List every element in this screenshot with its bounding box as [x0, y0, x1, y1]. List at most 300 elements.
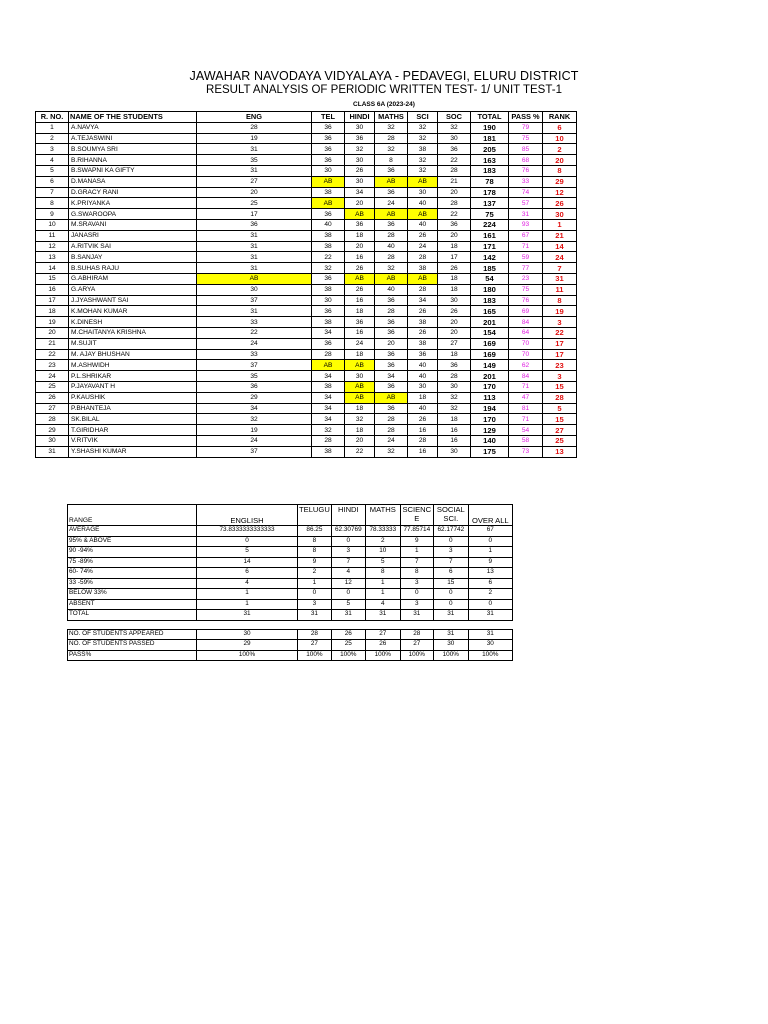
mark-cell: 16 — [345, 327, 375, 338]
mark-cell: 36 — [312, 133, 345, 144]
analysis-value-cell: 30 — [433, 640, 468, 651]
total-cell: 190 — [471, 122, 509, 133]
total-cell: 129 — [471, 425, 509, 436]
pass-pct-cell: 75 — [509, 284, 543, 295]
analysis-value-cell: 31 — [331, 610, 365, 621]
mark-cell: 36 — [438, 360, 471, 371]
roll-no-cell: 4 — [36, 155, 69, 166]
mark-cell: 30 — [408, 381, 438, 392]
student-name-cell: M.CHAITANYA KRISHNA — [69, 327, 197, 338]
column-header: RANK — [543, 112, 577, 123]
rank-cell: 25 — [543, 435, 577, 446]
total-cell: 163 — [471, 155, 509, 166]
mark-cell: 30 — [197, 284, 312, 295]
mark-cell: 40 — [408, 219, 438, 230]
analysis-value-cell: 7 — [400, 557, 433, 568]
pass-pct-cell: 64 — [509, 327, 543, 338]
pass-pct-cell: 33 — [509, 176, 543, 187]
analysis-value-cell: 2 — [298, 568, 332, 579]
column-header: PASS % — [509, 112, 543, 123]
analysis-label-cell: PASS% — [68, 650, 197, 661]
range-row — [68, 547, 513, 558]
roll-no-cell: 5 — [36, 165, 69, 176]
mark-cell: 22 — [438, 155, 471, 166]
analysis-value-cell: 31 — [298, 610, 332, 621]
mark-cell: 36 — [375, 349, 408, 360]
column-header: MATHS — [375, 112, 408, 123]
student-row — [36, 198, 577, 209]
total-cell: 170 — [471, 414, 509, 425]
analysis-value-cell: 0 — [298, 589, 332, 600]
student-row — [36, 155, 577, 166]
student-row — [36, 371, 577, 382]
mark-cell: 34 — [312, 414, 345, 425]
student-row — [36, 425, 577, 436]
analysis-value-cell: 73.8333333333333 — [197, 526, 298, 537]
analysis-value-cell: 3 — [433, 547, 468, 558]
student-row — [36, 263, 577, 274]
student-row — [36, 306, 577, 317]
student-name-cell: SK.BILAL — [69, 414, 197, 425]
mark-cell: 18 — [438, 414, 471, 425]
mark-cell: 38 — [408, 144, 438, 155]
rank-cell: 10 — [543, 133, 577, 144]
mark-cell: 36 — [375, 403, 408, 414]
mark-cell: 37 — [197, 360, 312, 371]
mark-cell: 36 — [312, 338, 345, 349]
student-row — [36, 273, 577, 284]
total-cell: 137 — [471, 198, 509, 209]
analysis-value-cell: 28 — [400, 629, 433, 640]
mark-cell: 28 — [375, 306, 408, 317]
roll-no-cell: 1 — [36, 122, 69, 133]
pass-pct-cell: 70 — [509, 338, 543, 349]
rank-cell: 3 — [543, 317, 577, 328]
total-cell: 170 — [471, 381, 509, 392]
pass-pct-cell: 76 — [509, 295, 543, 306]
analysis-label-cell: 33 -59% — [68, 578, 197, 589]
pass-pct-cell: 70 — [509, 349, 543, 360]
total-cell: 183 — [471, 165, 509, 176]
mark-cell: 34 — [312, 392, 345, 403]
analysis-value-cell: 0 — [433, 536, 468, 547]
pass-pct-cell: 71 — [509, 241, 543, 252]
student-row — [36, 360, 577, 371]
mark-cell: 24 — [408, 241, 438, 252]
mark-cell: 34 — [375, 371, 408, 382]
student-name-cell: K.PRIYANKA — [69, 198, 197, 209]
mark-cell: 18 — [345, 403, 375, 414]
mark-cell: 31 — [197, 165, 312, 176]
student-row — [36, 327, 577, 338]
mark-cell: 40 — [408, 360, 438, 371]
mark-cell: 34 — [408, 295, 438, 306]
mark-cell: 24 — [197, 338, 312, 349]
school-title: JAWAHAR NAVODAYA VIDYALAYA - PEDAVEGI, ELURU DISTRICT — [189, 69, 579, 83]
analysis-label-cell: 60- 74% — [68, 568, 197, 579]
pass-pct-cell: 67 — [509, 230, 543, 241]
mark-cell: 36 — [375, 165, 408, 176]
roll-no-cell: 16 — [36, 284, 69, 295]
analysis-value-cell: 4 — [197, 578, 298, 589]
analysis-value-cell: 31 — [197, 610, 298, 621]
pass-pct-cell: 62 — [509, 360, 543, 371]
analysis-header-cell: MATHS — [365, 505, 400, 526]
mark-cell: 33 — [197, 349, 312, 360]
student-name-cell: G.ARYA — [69, 284, 197, 295]
roll-no-cell: 19 — [36, 317, 69, 328]
student-row — [36, 252, 577, 263]
roll-no-cell: 9 — [36, 209, 69, 220]
mark-cell: 17 — [438, 252, 471, 263]
roll-no-cell: 30 — [36, 435, 69, 446]
student-name-cell: A.RITVIK SAI — [69, 241, 197, 252]
analysis-header-cell: TELUGU — [298, 505, 332, 526]
mark-cell: 32 — [375, 144, 408, 155]
mark-cell: 40 — [408, 371, 438, 382]
mark-cell: 24 — [375, 198, 408, 209]
mark-cell: 30 — [345, 371, 375, 382]
total-cell: 142 — [471, 252, 509, 263]
student-name-cell: B.SANJAY — [69, 252, 197, 263]
mark-cell: 27 — [197, 176, 312, 187]
pass-pct-cell: 85 — [509, 144, 543, 155]
roll-no-cell: 14 — [36, 263, 69, 274]
analysis-value-cell: 31 — [433, 629, 468, 640]
analysis-value-cell: 3 — [400, 578, 433, 589]
column-header: ENG — [197, 112, 312, 123]
mark-cell: 32 — [345, 414, 375, 425]
absent-cell: AB — [408, 176, 438, 187]
mark-cell: 32 — [375, 446, 408, 457]
roll-no-cell: 31 — [36, 446, 69, 457]
mark-cell: 38 — [312, 381, 345, 392]
mark-cell: 16 — [408, 446, 438, 457]
mark-cell: 32 — [438, 403, 471, 414]
pass-pct-cell: 84 — [509, 317, 543, 328]
rank-cell: 31 — [543, 273, 577, 284]
roll-no-cell: 18 — [36, 306, 69, 317]
absent-cell: AB — [375, 176, 408, 187]
absent-cell: AB — [345, 392, 375, 403]
analysis-value-cell: 5 — [197, 547, 298, 558]
student-row — [36, 349, 577, 360]
analysis-value-cell: 0 — [468, 536, 512, 547]
mark-cell: 26 — [408, 414, 438, 425]
mark-cell: 28 — [375, 414, 408, 425]
mark-cell: 20 — [438, 327, 471, 338]
mark-cell: 22 — [197, 327, 312, 338]
rank-cell: 2 — [543, 144, 577, 155]
mark-cell: 32 — [408, 133, 438, 144]
mark-cell: 20 — [375, 338, 408, 349]
roll-no-cell: 10 — [36, 219, 69, 230]
total-cell: 161 — [471, 230, 509, 241]
spacer-cell — [68, 620, 197, 629]
analysis-value-cell: 1 — [365, 589, 400, 600]
analysis-value-cell: 100% — [331, 650, 365, 661]
mark-cell: 38 — [312, 284, 345, 295]
mark-cell: 19 — [197, 425, 312, 436]
student-row — [36, 230, 577, 241]
student-name-cell: A.TEJASWINI — [69, 133, 197, 144]
analysis-value-cell: 100% — [197, 650, 298, 661]
analysis-value-cell: 0 — [433, 599, 468, 610]
analysis-value-cell: 27 — [400, 640, 433, 651]
mark-cell: 17 — [197, 209, 312, 220]
mark-cell: 18 — [438, 284, 471, 295]
summary-row — [68, 650, 513, 661]
analysis-value-cell: 6 — [433, 568, 468, 579]
range-row — [68, 557, 513, 568]
mark-cell: 16 — [345, 252, 375, 263]
student-name-cell: B.RIHANNA — [69, 155, 197, 166]
mark-cell: 34 — [312, 371, 345, 382]
rank-cell: 28 — [543, 392, 577, 403]
absent-cell: AB — [408, 273, 438, 284]
spacer-row — [68, 620, 513, 629]
analysis-label-cell: ABSENT — [68, 599, 197, 610]
mark-cell: 36 — [312, 122, 345, 133]
mark-cell: 26 — [438, 263, 471, 274]
absent-cell: AB — [408, 209, 438, 220]
mark-cell: 34 — [312, 403, 345, 414]
analysis-value-cell: 30 — [197, 629, 298, 640]
total-cell: 194 — [471, 403, 509, 414]
mark-cell: 36 — [408, 349, 438, 360]
mark-cell: 38 — [312, 446, 345, 457]
mark-cell: 40 — [375, 241, 408, 252]
analysis-value-cell: 8 — [298, 547, 332, 558]
student-name-cell: G.ABHIRAM — [69, 273, 197, 284]
absent-cell: AB — [312, 176, 345, 187]
mark-cell: 26 — [345, 263, 375, 274]
mark-cell: 36 — [375, 219, 408, 230]
student-name-cell: M.SUJIT — [69, 338, 197, 349]
mark-cell: 28 — [408, 252, 438, 263]
mark-cell: 16 — [438, 435, 471, 446]
mark-cell: 30 — [408, 187, 438, 198]
student-name-cell: V.RITVIK — [69, 435, 197, 446]
pass-pct-cell: 59 — [509, 252, 543, 263]
total-cell: 185 — [471, 263, 509, 274]
total-cell: 171 — [471, 241, 509, 252]
rank-cell: 3 — [543, 371, 577, 382]
mark-cell: 32 — [312, 425, 345, 436]
rank-cell: 1 — [543, 219, 577, 230]
student-name-cell: P.JAYAVANT H — [69, 381, 197, 392]
roll-no-cell: 28 — [36, 414, 69, 425]
analysis-value-cell: 31 — [468, 610, 512, 621]
mark-cell: 37 — [197, 295, 312, 306]
mark-cell: 28 — [375, 252, 408, 263]
mark-cell: 26 — [345, 284, 375, 295]
pass-pct-cell: 23 — [509, 273, 543, 284]
analysis-value-cell: 7 — [331, 557, 365, 568]
total-cell: 181 — [471, 133, 509, 144]
student-row — [36, 176, 577, 187]
analysis-value-cell: 0 — [400, 589, 433, 600]
total-cell: 183 — [471, 295, 509, 306]
mark-cell: 36 — [345, 317, 375, 328]
mark-cell: 25 — [197, 198, 312, 209]
rank-cell: 13 — [543, 446, 577, 457]
student-name-cell: K.DINESH — [69, 317, 197, 328]
analysis-value-cell: 31 — [400, 610, 433, 621]
mark-cell: 18 — [438, 349, 471, 360]
analysis-value-cell: 100% — [433, 650, 468, 661]
mark-cell: 22 — [345, 446, 375, 457]
rank-cell: 17 — [543, 349, 577, 360]
column-header: NAME OF THE STUDENTS — [69, 112, 197, 123]
mark-cell: 36 — [438, 144, 471, 155]
mark-cell: 36 — [375, 295, 408, 306]
student-row — [36, 317, 577, 328]
total-cell: 169 — [471, 349, 509, 360]
analysis-value-cell: 67 — [468, 526, 512, 537]
pass-pct-cell: 57 — [509, 198, 543, 209]
analysis-value-cell: 0 — [468, 599, 512, 610]
analysis-value-cell: 28 — [298, 629, 332, 640]
roll-no-cell: 25 — [36, 381, 69, 392]
total-cell: 205 — [471, 144, 509, 155]
rank-cell: 7 — [543, 263, 577, 274]
mark-cell: 31 — [197, 306, 312, 317]
analysis-value-cell: 6 — [197, 568, 298, 579]
student-row — [36, 295, 577, 306]
mark-cell: 35 — [197, 155, 312, 166]
rank-cell: 26 — [543, 198, 577, 209]
roll-no-cell: 29 — [36, 425, 69, 436]
analysis-value-cell: 29 — [197, 640, 298, 651]
roll-no-cell: 27 — [36, 403, 69, 414]
analysis-value-cell: 3 — [331, 547, 365, 558]
absent-cell: AB — [312, 360, 345, 371]
mark-cell: 36 — [312, 273, 345, 284]
rank-cell: 23 — [543, 360, 577, 371]
column-header: HINDI — [345, 112, 375, 123]
spacer-cell — [331, 620, 365, 629]
roll-no-cell: 12 — [36, 241, 69, 252]
results-table — [35, 111, 577, 458]
student-row — [36, 219, 577, 230]
mark-cell: 20 — [345, 435, 375, 446]
analysis-value-cell: 10 — [365, 547, 400, 558]
mark-cell: 36 — [197, 219, 312, 230]
mark-cell: 22 — [312, 252, 345, 263]
pass-pct-cell: 93 — [509, 219, 543, 230]
pass-pct-cell: 69 — [509, 306, 543, 317]
mark-cell: 40 — [375, 284, 408, 295]
total-cell: 154 — [471, 327, 509, 338]
mark-cell: 20 — [438, 187, 471, 198]
student-name-cell: J.JYASHWANT SAI — [69, 295, 197, 306]
rank-cell: 30 — [543, 209, 577, 220]
rank-cell: 5 — [543, 403, 577, 414]
analysis-value-cell: 2 — [468, 589, 512, 600]
analysis-value-cell: 100% — [365, 650, 400, 661]
analysis-header-cell: SCIENC E — [400, 505, 433, 526]
student-row — [36, 435, 577, 446]
mark-cell: 16 — [345, 295, 375, 306]
mark-cell: 38 — [408, 317, 438, 328]
range-row — [68, 526, 513, 537]
spacer-cell — [468, 620, 512, 629]
results-header-row — [36, 112, 577, 123]
analysis-value-cell: 0 — [197, 536, 298, 547]
mark-cell: 38 — [408, 338, 438, 349]
analysis-table — [67, 504, 513, 661]
analysis-value-cell: 27 — [365, 629, 400, 640]
roll-no-cell: 26 — [36, 392, 69, 403]
analysis-value-cell: 1 — [298, 578, 332, 589]
analysis-value-cell: 8 — [298, 536, 332, 547]
analysis-value-cell: 15 — [433, 578, 468, 589]
pass-pct-cell: 81 — [509, 403, 543, 414]
rank-cell: 20 — [543, 155, 577, 166]
test-title: RESULT ANALYSIS OF PERIODIC WRITTEN TEST- 1/ UNIT TEST-1 — [206, 84, 562, 96]
absent-cell: AB — [345, 381, 375, 392]
mark-cell: 18 — [438, 241, 471, 252]
mark-cell: 26 — [408, 230, 438, 241]
mark-cell: 30 — [312, 165, 345, 176]
mark-cell: 32 — [197, 414, 312, 425]
mark-cell: 31 — [197, 263, 312, 274]
mark-cell: 28 — [375, 425, 408, 436]
total-cell: 113 — [471, 392, 509, 403]
mark-cell: 36 — [197, 381, 312, 392]
pass-pct-cell: 71 — [509, 414, 543, 425]
mark-cell: 38 — [312, 187, 345, 198]
analysis-label-cell: 90 -94% — [68, 547, 197, 558]
mark-cell: 26 — [408, 327, 438, 338]
rank-cell: 19 — [543, 306, 577, 317]
pass-pct-cell: 77 — [509, 263, 543, 274]
analysis-header-cell: RANGE — [68, 505, 197, 526]
student-row — [36, 392, 577, 403]
pass-pct-cell: 79 — [509, 122, 543, 133]
analysis-value-cell: 26 — [365, 640, 400, 651]
roll-no-cell: 20 — [36, 327, 69, 338]
student-row — [36, 403, 577, 414]
analysis-value-cell: 30 — [468, 640, 512, 651]
mark-cell: 36 — [375, 360, 408, 371]
analysis-value-cell: 3 — [298, 599, 332, 610]
total-cell: 54 — [471, 273, 509, 284]
mark-cell: 18 — [345, 349, 375, 360]
analysis-value-cell: 4 — [365, 599, 400, 610]
roll-no-cell: 6 — [36, 176, 69, 187]
total-cell: 224 — [471, 219, 509, 230]
student-name-cell: Y.SHASHI KUMAR — [69, 446, 197, 457]
summary-row — [68, 640, 513, 651]
student-row — [36, 381, 577, 392]
analysis-value-cell: 62.30769 — [331, 526, 365, 537]
mark-cell: 28 — [408, 435, 438, 446]
student-row — [36, 187, 577, 198]
mark-cell: 28 — [438, 198, 471, 209]
mark-cell: 24 — [197, 435, 312, 446]
range-row — [68, 599, 513, 610]
analysis-value-cell: 100% — [468, 650, 512, 661]
mark-cell: 18 — [345, 230, 375, 241]
mark-cell: 31 — [197, 230, 312, 241]
mark-cell: 29 — [197, 392, 312, 403]
student-row — [36, 284, 577, 295]
student-row — [36, 165, 577, 176]
analysis-value-cell: 7 — [433, 557, 468, 568]
mark-cell: 36 — [375, 327, 408, 338]
